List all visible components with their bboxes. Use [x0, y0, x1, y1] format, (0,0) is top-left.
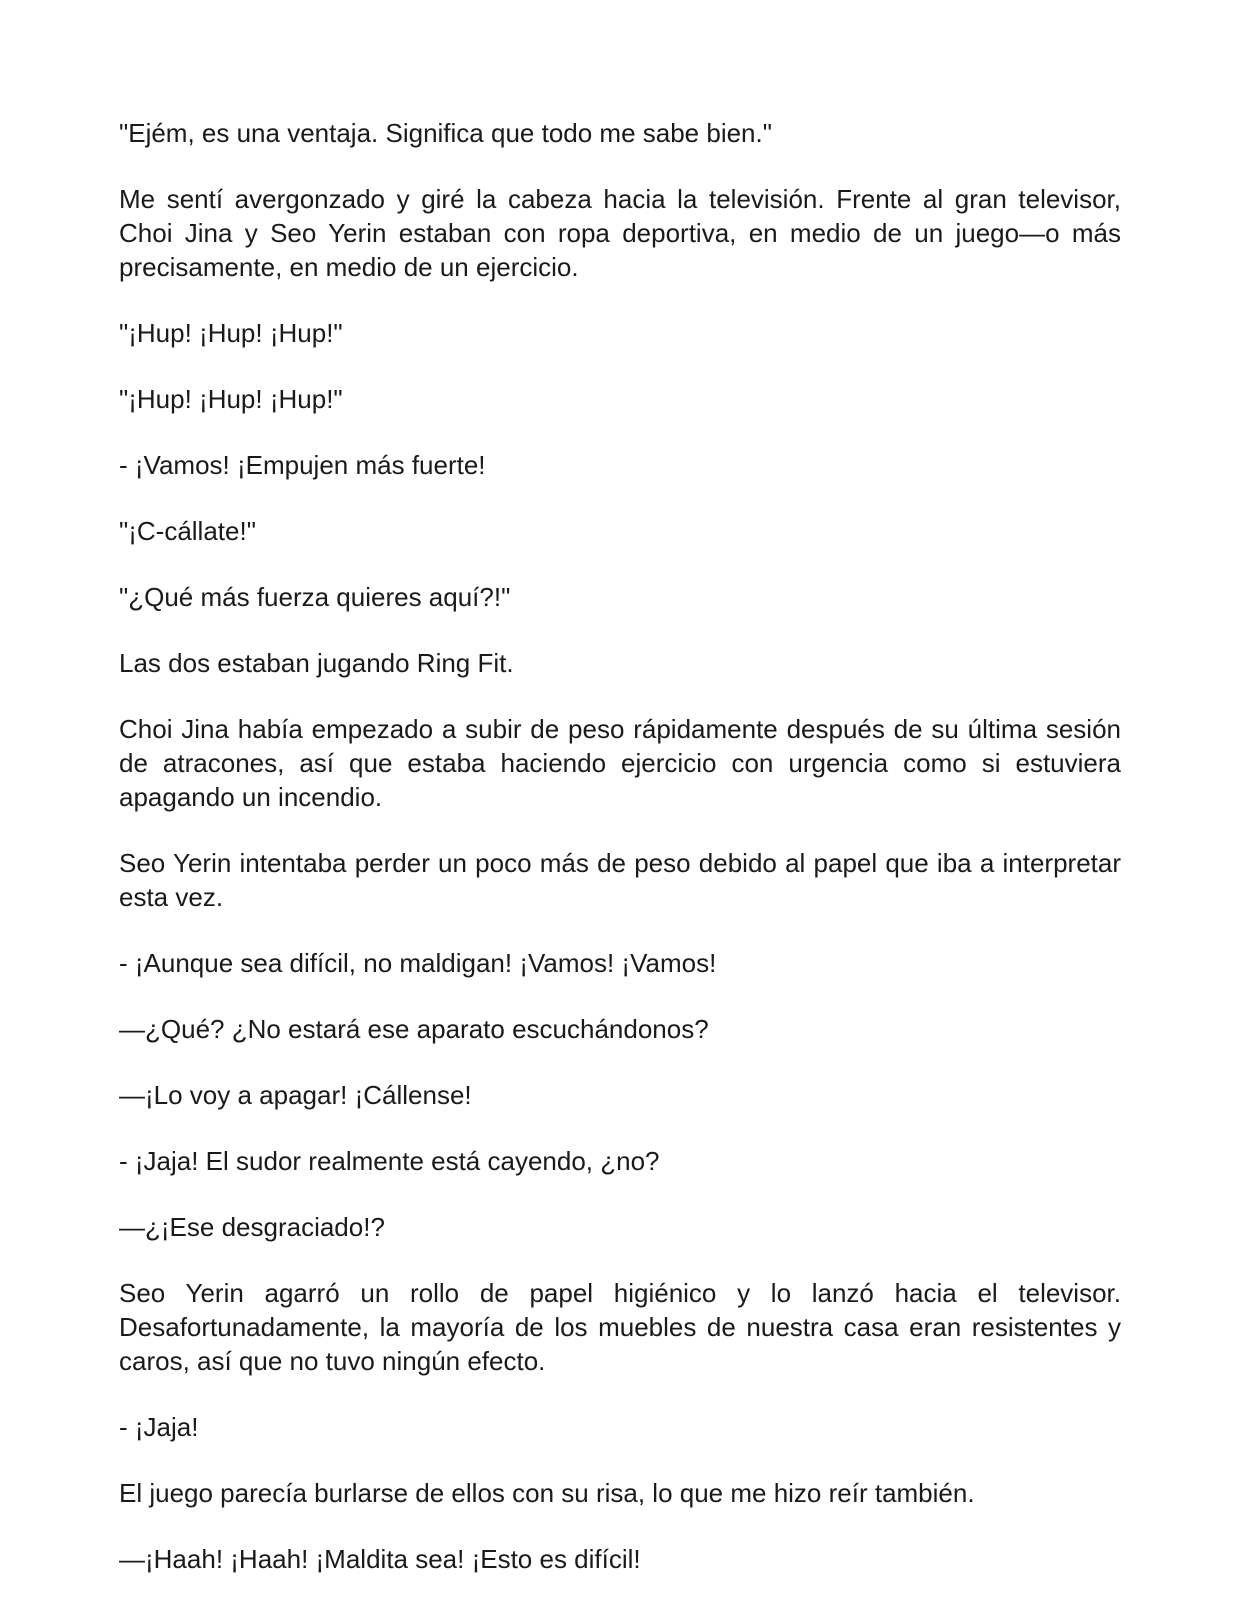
- paragraph-19: —¡Haah! ¡Haah! ¡Maldita sea! ¡Esto es difícil!: [119, 1544, 641, 1574]
- paragraph-4: "¡Hup! ¡Hup! ¡Hup!": [119, 384, 343, 414]
- paragraph-13: —¡Lo voy a apagar! ¡Cállense!: [119, 1080, 472, 1110]
- paragraph-14: - ¡Jaja! El sudor realmente está cayendo, ¿no?: [119, 1146, 660, 1176]
- paragraph-6: "¡C-cállate!": [119, 516, 256, 546]
- paragraph-11: - ¡Aunque sea difícil, no maldigan! ¡Vamos! ¡Vamos!: [119, 948, 717, 978]
- paragraph-9: Choi Jina había empezado a subir de peso rápidamente después de su última sesión de atracones, así que estaba haciendo ejercicio con urgencia como si estuviera apagando un incendio.: [119, 714, 1121, 812]
- paragraph-2: Me sentí avergonzado y giré la cabeza hacia la televisión. Frente al gran televisor, Choi Jina y Seo Yerin estaban con ropa deportiva, en medio de un juego—o más precisamente, en medio de un ejercicio.: [119, 184, 1121, 282]
- paragraph-10: Seo Yerin intentaba perder un poco más de peso debido al papel que iba a interpretar esta vez.: [119, 848, 1121, 912]
- paragraph-3: "¡Hup! ¡Hup! ¡Hup!": [119, 318, 343, 348]
- paragraph-12: —¿Qué? ¿No estará ese aparato escuchándonos?: [119, 1014, 709, 1044]
- paragraph-1: "Ejém, es una ventaja. Significa que todo me sabe bien.": [119, 118, 772, 148]
- paragraph-18: El juego parecía burlarse de ellos con su risa, lo que me hizo reír también.: [119, 1478, 975, 1508]
- paragraph-17: - ¡Jaja!: [119, 1412, 199, 1442]
- paragraph-5: - ¡Vamos! ¡Empujen más fuerte!: [119, 450, 486, 480]
- paragraph-16: Seo Yerin agarró un rollo de papel higiénico y lo lanzó hacia el televisor. Desafortunadamente, la mayoría de los muebles de nuestra casa eran resistentes y caros, así que no tuvo ningún efecto.: [119, 1278, 1121, 1376]
- document-page: [119, 116, 1121, 1608]
- paragraph-15: —¿¡Ese desgraciado!?: [119, 1212, 385, 1242]
- paragraph-7: "¿Qué más fuerza quieres aquí?!": [119, 582, 511, 612]
- paragraph-8: Las dos estaban jugando Ring Fit.: [119, 648, 514, 678]
